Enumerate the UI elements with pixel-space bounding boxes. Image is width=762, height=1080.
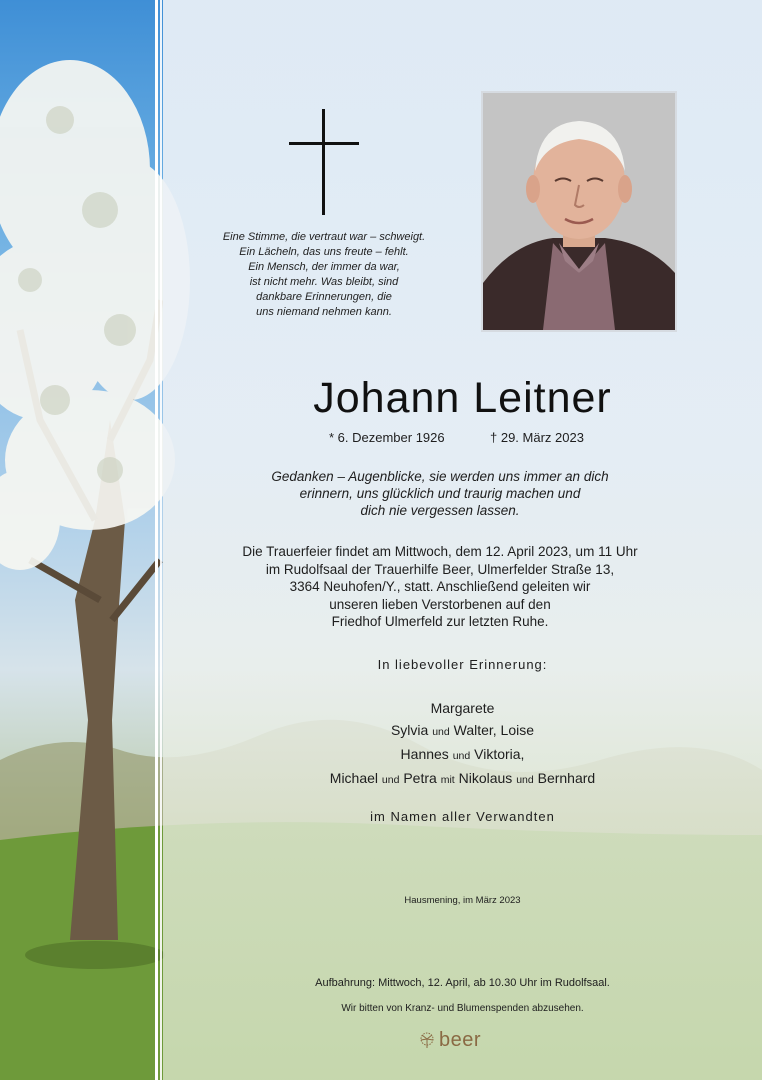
mourner-name: Petra bbox=[403, 770, 437, 786]
conjunction: und bbox=[432, 726, 450, 738]
divider-line bbox=[155, 0, 158, 1080]
mourner-name: Sylvia bbox=[390, 722, 429, 738]
mourners-list bbox=[163, 697, 762, 791]
service-line: Die Trauerfeier findet am Mittwoch, dem 12. April 2023, um 11 Uhr bbox=[242, 544, 638, 559]
mourner-name: Walter, Loise bbox=[453, 722, 535, 738]
poem-line: ist nicht mehr. Was bleibt, sind bbox=[249, 276, 399, 288]
memory-heading: In liebevoller Erinnerung: bbox=[377, 657, 548, 672]
conjunction: und bbox=[516, 774, 534, 786]
place-date: Hausmening, im März 2023 bbox=[404, 895, 521, 906]
mourner-name: Michael bbox=[329, 770, 379, 786]
conjunction: und bbox=[452, 750, 471, 762]
poem bbox=[196, 230, 452, 320]
birth-date: * 6. Dezember 1926 bbox=[329, 430, 445, 445]
donation-note: Wir bitten von Kranz- und Blumenspenden abzusehen. bbox=[341, 1003, 584, 1014]
poem-line: Ein Mensch, der immer da war, bbox=[248, 261, 400, 273]
viewing-info: Aufbahrung: Mittwoch, 12. April, ab 10.30 Uhr im Rudolfsaal. bbox=[315, 977, 610, 989]
poem-line: Eine Stimme, die vertraut war – schweigt. bbox=[222, 231, 426, 243]
relatives-note: im Namen aller Verwandten bbox=[370, 809, 555, 824]
portrait-photo bbox=[481, 91, 677, 332]
funeral-service-info bbox=[230, 543, 650, 631]
beer-logo bbox=[418, 1028, 481, 1052]
quote bbox=[230, 468, 650, 519]
mourner-row bbox=[163, 719, 762, 743]
poem-line: uns niemand nehmen kann. bbox=[256, 306, 392, 318]
mourner-name: Viktoria, bbox=[474, 746, 525, 762]
mourner-row bbox=[163, 743, 762, 767]
quote-line: erinnern, uns glücklich und traurig machen und bbox=[299, 486, 581, 501]
brand-name: beer bbox=[439, 1028, 482, 1051]
service-line: Friedhof Ulmerfeld zur letzten Ruhe. bbox=[331, 614, 549, 629]
poem-line: Ein Lächeln, das uns freute – fehlt. bbox=[239, 246, 409, 258]
mourner-name: Bernhard bbox=[537, 770, 596, 786]
cross-icon bbox=[289, 109, 359, 215]
death-date: † 29. März 2023 bbox=[490, 430, 584, 445]
service-line: unseren lieben Verstorbenen auf den bbox=[329, 596, 551, 612]
mourner-row bbox=[163, 767, 762, 791]
mourner-name: Nikolaus bbox=[458, 770, 513, 786]
mourner-row bbox=[163, 697, 762, 719]
conjunction: und bbox=[381, 774, 400, 786]
service-line: 3364 Neuhofen/Y., statt. Anschließend geleiten wir bbox=[289, 579, 591, 594]
conjunction: mit bbox=[440, 774, 455, 786]
quote-line: Gedanken – Augenblicke, sie werden uns immer an dich bbox=[271, 469, 609, 484]
mourner-name: Margarete bbox=[430, 700, 495, 716]
service-line: im Rudolfsaal der Trauerhilfe Beer, Ulmerfelder Straße 13, bbox=[265, 561, 615, 577]
poem-line: dankbare Erinnerungen, die bbox=[256, 291, 392, 303]
deceased-name: Johann Leitner bbox=[313, 374, 612, 422]
divider-line-thin bbox=[160, 0, 162, 1080]
dandelion-icon bbox=[418, 1031, 436, 1049]
mourner-name: Hannes bbox=[400, 746, 449, 762]
quote-line: dich nie vergessen lassen. bbox=[360, 503, 520, 518]
